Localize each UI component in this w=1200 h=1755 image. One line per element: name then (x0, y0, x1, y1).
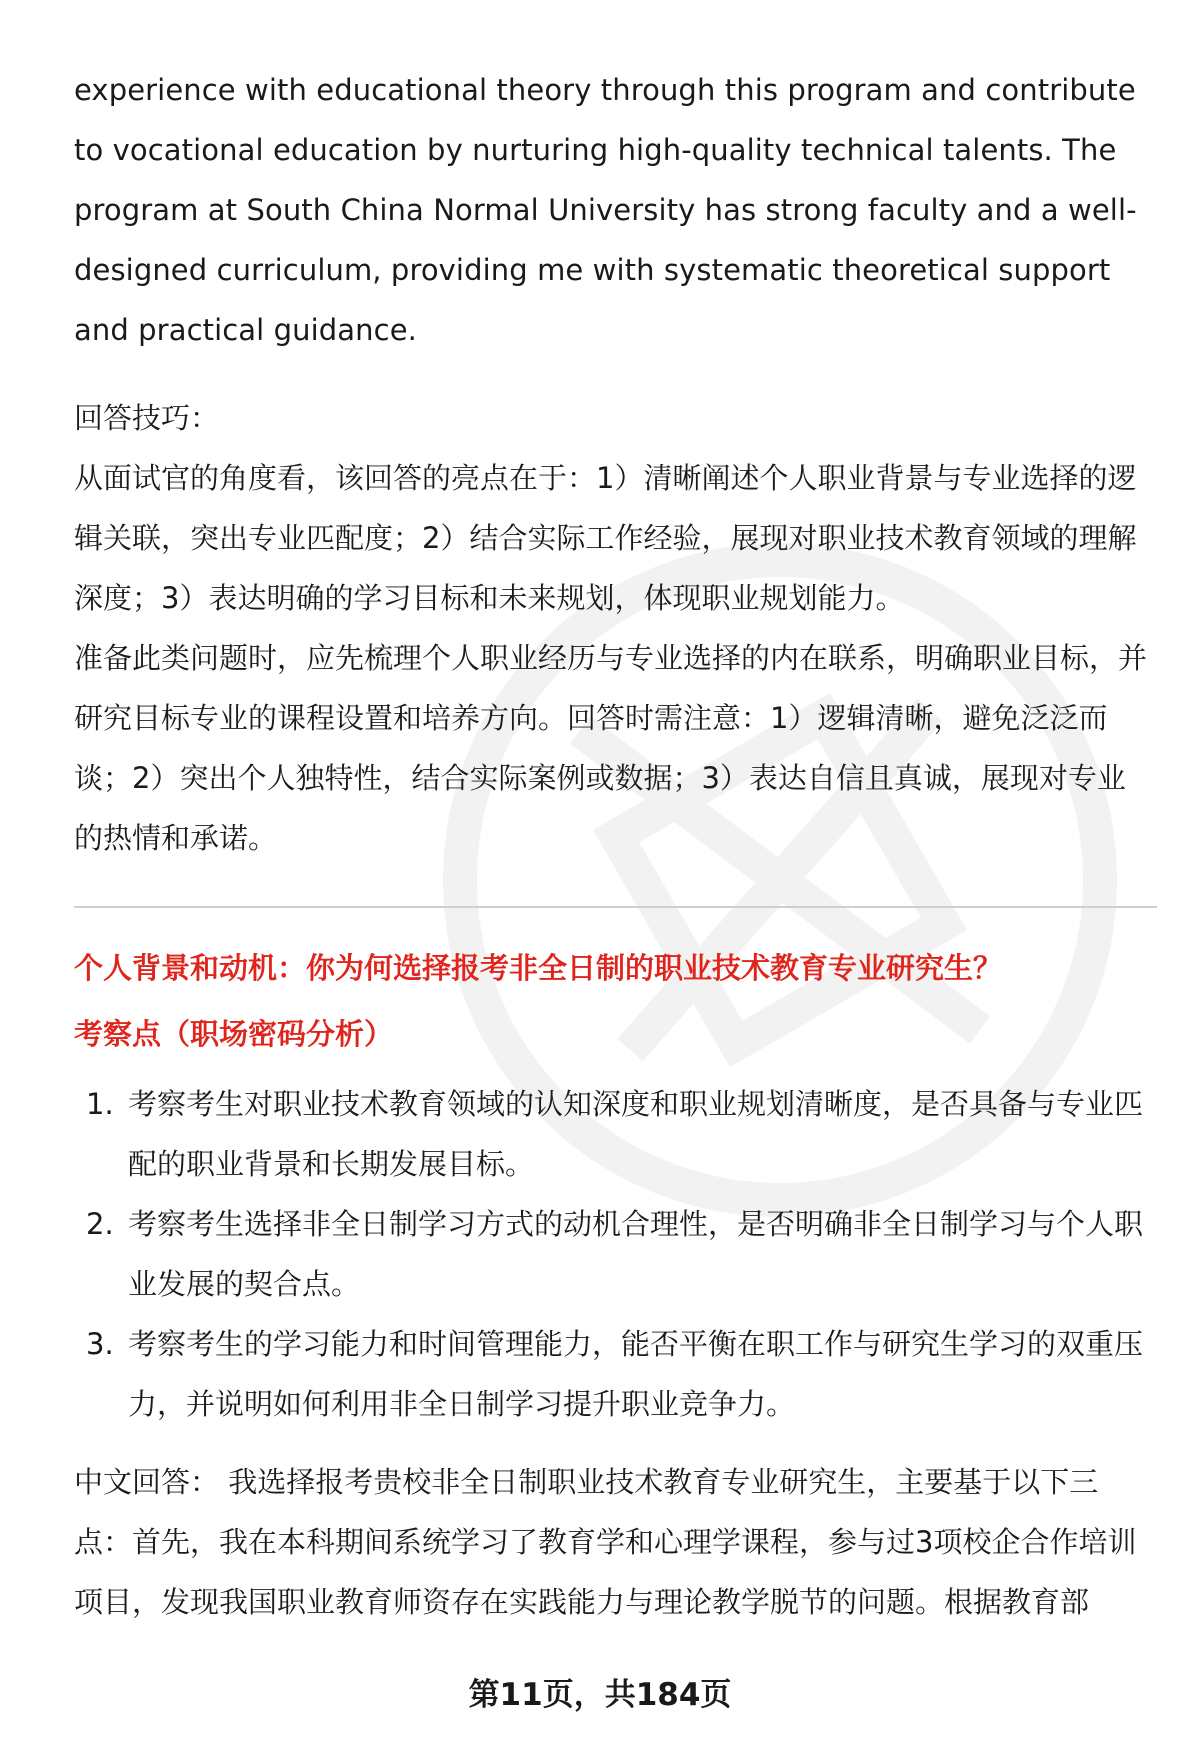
question-title: 个人背景和动机：你为何选择报考非全日制的职业技术教育专业研究生？ (74, 951, 1003, 985)
list-item (74, 1194, 1154, 1314)
list-item (74, 1314, 1154, 1434)
tips-paragraph-1: 从面试官的角度看，该回答的亮点在于：1）清晰阐述个人职业背景与专业选择的逻辑关联，突出专业匹配度；2）结合实际工作经验，展现对职业技术教育领域的理解深度；3）表达明确的学习目标和未来规划，体现职业规划能力。 (74, 461, 1137, 615)
analysis-points-list (74, 1074, 1154, 1434)
analysis-subtitle: 考察点（职场密码分析） (74, 1017, 394, 1051)
list-item-number: 2. (86, 1207, 114, 1241)
list-item-text: 考察考生的学习能力和时间管理能力，能否平衡在职工作与研究生学习的双重压力，并说明如何利用非全日制学习提升职业竞争力。 (128, 1327, 1144, 1421)
list-item-text: 考察考生对职业技术教育领域的认知深度和职业规划清晰度，是否具备与专业匹配的职业背景和长期发展目标。 (128, 1087, 1144, 1181)
list-item-number: 3. (86, 1327, 114, 1361)
page-content (74, 60, 1154, 1632)
list-item (74, 1074, 1154, 1194)
chinese-answer-paragraph: 中文回答： 我选择报考贵校非全日制职业技术教育专业研究生，主要基于以下三点：首先，我在本科期间系统学习了教育学和心理学课程，参与过3项校企合作培训项目，发现我国职业教育师资存在实践能力与理论教学脱节的问题。根据教育部 (74, 1465, 1137, 1619)
list-item-text: 考察考生选择非全日制学习方式的动机合理性，是否明确非全日制学习与个人职业发展的契合点。 (128, 1207, 1144, 1301)
tips-label: 回答技巧： (74, 401, 220, 435)
list-item-number: 1. (86, 1087, 114, 1121)
page-number-footer: 第11页，共184页 (468, 1677, 732, 1713)
english-answer-paragraph: experience with educational theory through this program and contribute to vocational education by nurturing high-quality technical talents. The program at South China Normal University has strong faculty and a well-designed curriculum, providing me with systematic theoretical support and practical guidance. (74, 73, 1137, 347)
section-divider (74, 906, 1157, 908)
tips-paragraph-2: 准备此类问题时，应先梳理个人职业经历与专业选择的内在联系，明确职业目标，并研究目标专业的课程设置和培养方向。回答时需注意：1）逻辑清晰，避免泛泛而谈；2）突出个人独特性，结合实际案例或数据；3）表达自信且真诚，展现对专业的热情和承诺。 (74, 641, 1148, 855)
